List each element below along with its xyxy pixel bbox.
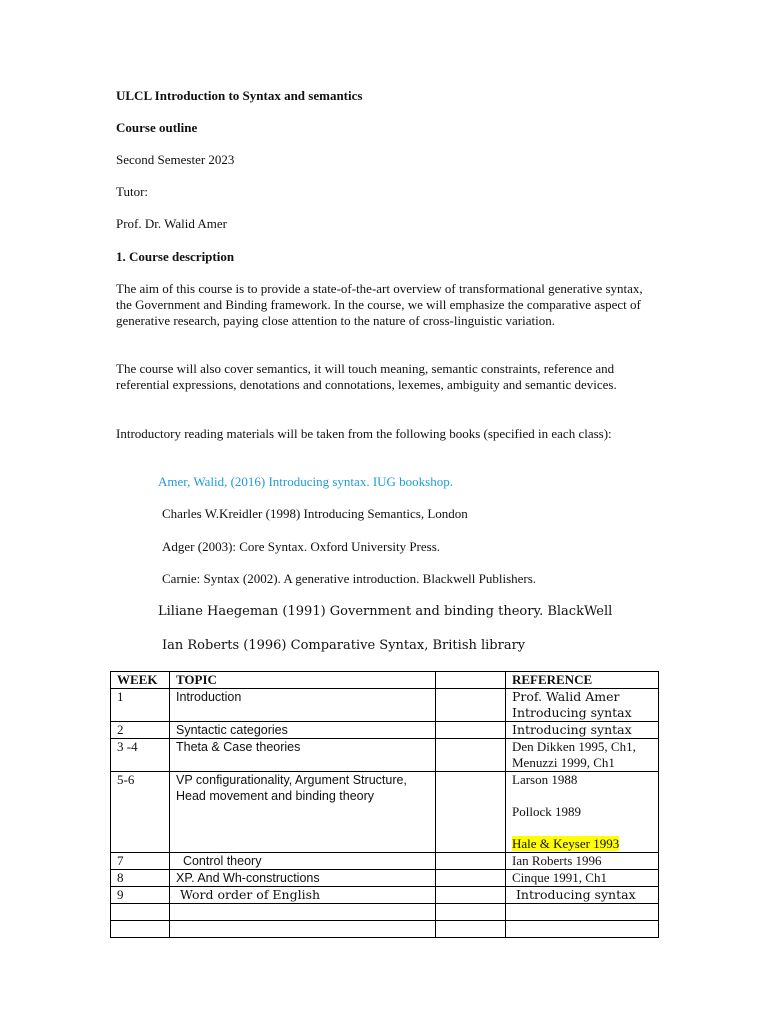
- reference-line: Larson 1988: [512, 772, 578, 787]
- reference-line: Pollock 1989: [512, 804, 581, 819]
- reference-cell: [506, 689, 659, 722]
- reference-cell: Introducing syntax: [506, 722, 659, 739]
- header-empty: [436, 672, 506, 689]
- week-cell: 2: [111, 722, 170, 739]
- reference-roberts: Ian Roberts (1996) Comparative Syntax, British library: [162, 638, 526, 653]
- topic-cell: Introduction: [170, 689, 436, 722]
- table-row-empty: [111, 904, 659, 921]
- description-paragraph-1: The aim of this course is to provide a state-of-the-art overview of transformational generative syntax, the Government and Binding framework. In the course, we will emphasize the comparative aspect of generative research, paying close attention to the nature of cross-linguistic variation.: [116, 281, 643, 328]
- week-cell: 1: [111, 689, 170, 722]
- table-row-empty: [111, 921, 659, 938]
- table-row: [111, 870, 659, 887]
- reference-line: Menuzzi 1999, Ch1: [512, 755, 615, 770]
- week-cell: 5-6: [111, 772, 170, 853]
- table-row: [111, 772, 659, 853]
- tutor-label: Tutor:: [116, 184, 149, 199]
- table-header-row: [111, 672, 659, 689]
- topic-cell: VP configurationality, Argument Structure, Head movement and binding theory: [170, 772, 436, 853]
- reference-adger: Adger (2003): Core Syntax. Oxford University Press.: [162, 539, 441, 554]
- reference-cell: Introducing syntax: [506, 887, 659, 904]
- empty-cell: [436, 853, 506, 870]
- semester-text: Second Semester 2023: [116, 152, 235, 167]
- course-schedule-table: [110, 671, 659, 938]
- week-cell: 7: [111, 853, 170, 870]
- week-cell: 9: [111, 887, 170, 904]
- reference-cell: [506, 739, 659, 772]
- topic-cell: Word order of English: [170, 887, 436, 904]
- empty-cell: [436, 739, 506, 772]
- section-heading-course-description: 1. Course description: [116, 249, 235, 264]
- reference-carnie: Carnie: Syntax (2002). A generative introduction. Blackwell Publishers.: [162, 571, 537, 586]
- table-row: [111, 887, 659, 904]
- empty-cell: [436, 870, 506, 887]
- reference-kreidler: Charles W.Kreidler (1998) Introducing Semantics, London: [162, 506, 468, 521]
- topic-cell: Syntactic categories: [170, 722, 436, 739]
- course-outline-heading: Course outline: [116, 120, 198, 135]
- reference-link-amer[interactable]: Amer, Walid, (2016) Introducing syntax. IUG bookshop.: [158, 474, 453, 489]
- topic-cell: XP. And Wh-constructions: [170, 870, 436, 887]
- empty-cell: [436, 772, 506, 853]
- reference-line: Den Dikken 1995, Ch1,: [512, 739, 636, 754]
- week-cell: 8: [111, 870, 170, 887]
- reference-cell: [506, 772, 659, 853]
- description-paragraph-2: The course will also cover semantics, it will touch meaning, semantic constraints, reference and referential expressions, denotations and connotations, lexemes, ambiguity and semantic devices.: [116, 361, 617, 392]
- table-row: [111, 853, 659, 870]
- topic-cell: Control theory: [170, 853, 436, 870]
- reference-line: Introducing syntax: [512, 705, 632, 720]
- week-cell: 3 -4: [111, 739, 170, 772]
- highlighted-reference: Hale & Keyser 1993: [512, 836, 620, 851]
- empty-cell: [436, 887, 506, 904]
- reference-haegeman: Liliane Haegeman (1991) Government and binding theory. BlackWell: [158, 604, 613, 619]
- empty-cell: [436, 722, 506, 739]
- table-row: [111, 739, 659, 772]
- table-row: [111, 689, 659, 722]
- document-title: ULCL Introduction to Syntax and semantics: [116, 88, 363, 103]
- reference-cell: Cinque 1991, Ch1: [506, 870, 659, 887]
- description-paragraph-3: Introductory reading materials will be taken from the following books (specified in each class):: [116, 426, 612, 441]
- reference-line: Prof. Walid Amer: [512, 689, 620, 704]
- header-topic: TOPIC: [170, 672, 436, 689]
- header-reference: REFERENCE: [506, 672, 659, 689]
- table-row: [111, 722, 659, 739]
- reference-cell: Ian Roberts 1996: [506, 853, 659, 870]
- empty-cell: [436, 689, 506, 722]
- tutor-name: Prof. Dr. Walid Amer: [116, 216, 228, 231]
- header-week: WEEK: [111, 672, 170, 689]
- topic-cell: Theta & Case theories: [170, 739, 436, 772]
